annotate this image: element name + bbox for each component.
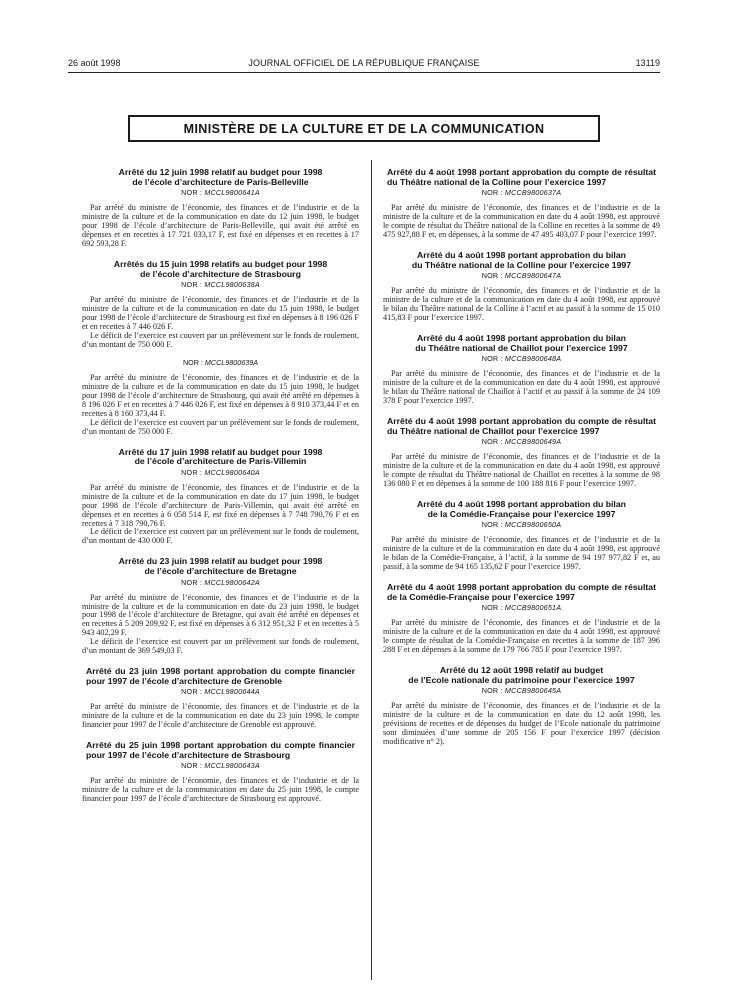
- nor-code: MCCB9800651A: [504, 603, 562, 613]
- decree-title: Arrêté du 12 août 1998 relatif au budget de l’Ecole nationale du patrimoine pour l’exercice 1997: [408, 665, 635, 685]
- right-column: [383, 168, 660, 758]
- decree-block: [383, 251, 660, 323]
- nor-reference: [82, 358, 359, 368]
- decree-title: Arrêté du 12 juin 1998 relatif au budget pour 1998 de l’école d’architecture de Paris-Belleville: [118, 167, 323, 187]
- decree-paragraph: Le déficit de l’exercice est couvert par un prélèvement sur le fonds de roulement, d’un montant de 430 000 F.: [82, 527, 359, 546]
- nor-code: MCCL9800641A: [204, 188, 260, 198]
- decree-paragraph: Par arrêté du ministre de l’économie, des finances et de l’industrie et de la ministre de la culture et de la communication en date du 4 août 1998, est approuvé le bilan du Théâtre national de la Colline à l’actif et au passif à la somme de 15 010 415,83 F pour l’exercice 1997.: [383, 286, 660, 323]
- header-page-number: 13119: [635, 58, 660, 68]
- decree-paragraph: Par arrêté du ministre de l’économie, des finances et de l’industrie et de la ministre de la culture et de la communication en date du 4 août 1998, est approuvé le bilan du Théâtre national de Chaillot à l’actif et au passif à la somme de 24 109 378 F pour l’exercice 1997.: [383, 369, 660, 406]
- nor-reference: [383, 686, 660, 696]
- running-header: [68, 55, 660, 71]
- nor-label: NOR :: [481, 437, 503, 447]
- decree-paragraph: Par arrêté du ministre de l’économie, des finances et de l’industrie et de la ministre de la culture et de la communication en date du 15 juin 1998, le budget pour 1998 de l’école d’architecture de Strasbourg, qui avait été arrêté en dépenses à 8 196 026 F et en recettes à 7 446 026 F, est fixé en dépenses à 8 910 373,44 F et en recettes à 8 160 373,44 F.: [82, 372, 359, 418]
- nor-code: MCCL9800644A: [204, 687, 260, 697]
- decree-block: [383, 417, 660, 489]
- decree-title: Arrêté du 25 juin 1998 portant approbation du compte financier pour 1997 de l’école d’architecture de Strasbourg: [86, 740, 355, 760]
- ministry-heading: MINISTÈRE DE LA CULTURE ET DE LA COMMUNICATION: [128, 115, 600, 142]
- nor-reference: [383, 188, 660, 198]
- decree-block: [82, 667, 359, 730]
- decree-title: Arrêté du 17 juin 1998 relatif au budget pour 1998 de l’école d’architecture de Paris-Villemin: [118, 446, 323, 467]
- nor-label: NOR :: [181, 467, 203, 477]
- nor-label: NOR :: [181, 577, 203, 587]
- nor-reference: [82, 687, 359, 697]
- decree-block: [383, 583, 660, 655]
- nor-label: NOR :: [481, 354, 503, 364]
- nor-reference: [82, 468, 359, 478]
- decree-paragraph: Par arrêté du ministre de l’économie, des finances et de l’industrie et de la ministre de la culture et de la communication en date du 17 juin 1998, le budget pour 1998 de l’école d’architecture de Paris-Villemin, qui avait été arrêté en dépenses et en recettes à 6 058 514 F, est fixé en dépenses à 7 748 790,76 F et en recettes à 7 318 790,76 F.: [82, 482, 359, 528]
- left-column: [82, 168, 359, 815]
- nor-reference: [82, 578, 359, 588]
- decree-paragraph: Par arrêté du ministre de l’économie, des finances et de l’industrie et de la ministre de la culture et de la communication en date du 15 juin 1998, le budget pour 1998 de l’école d’architecture de Strasbourg est fixé en dépenses à 8 196 026 F et en recettes à 7 446 026 F.: [82, 295, 359, 331]
- decree-title: Arrêté du 4 août 1998 portant approbation du bilan du Théâtre national de la Colline pour l’exercice 1997: [411, 250, 632, 270]
- decree-block: [383, 666, 660, 747]
- decree-block: [82, 741, 359, 804]
- nor-label: NOR :: [181, 280, 203, 290]
- nor-label: NOR :: [181, 687, 203, 697]
- nor-code: MCCL9800642A: [204, 577, 260, 587]
- decree-paragraph: Par arrêté du ministre de l’économie, des finances et de l’industrie et de la ministre de la culture et de la communication en date du 25 juin 1998, le compte financier pour 1997 de l’école d’architecture de Strasbourg est approuvé.: [82, 776, 359, 804]
- nor-code: MCCB9800650A: [504, 520, 562, 530]
- decree-paragraph: Le déficit de l’exercice est couvert par un prélèvement sur le fonds de roulement, d’un montant de 750 000 F.: [82, 330, 359, 349]
- decree-paragraph: Par arrêté du ministre de l’économie, des finances et de l’industrie et de la ministre de la culture et de la communication en date du 4 août 1998, est approuvé le bilan de la Comédie-Française, à l’actif, à la somme de 94 197 977,82 F et, au passif, à la somme de 94 165 135,62 F pour l’exercice 1997.: [383, 535, 660, 572]
- decree-title: Arrêté du 4 août 1998 portant approbation du compte de résultat de la Comédie-Française pour l’exercice 1997: [387, 582, 656, 602]
- decree-paragraph: Par arrêté du ministre de l’économie, des finances et de l’industrie et de la ministre de la culture et de la communication en date du 23 juin 1998, le compte financier pour 1997 de l’école d’architecture de Grenoble est approuvé.: [82, 702, 359, 730]
- decree-title: Arrêté du 23 juin 1998 relatif au budget pour 1998 de l’école d’architecture de Bretagne: [118, 556, 323, 576]
- nor-label: NOR :: [182, 357, 203, 367]
- nor-reference: [383, 437, 660, 447]
- decree-block: [82, 260, 359, 437]
- decree-block: [383, 500, 660, 572]
- nor-label: NOR :: [481, 188, 503, 198]
- decree-block: [82, 557, 359, 656]
- decree-paragraph: Par arrêté du ministre de l’économie, des finances et de l’industrie et de la ministre de la culture et de la communication en date du 23 juin 1998, le budget pour 1998 de l’école d’architecture de Bretagne, qui avait été arrêté en dépenses et en recettes à 5 209 209,92 F, est fixé en dépenses à 6 312 951,32 F et en recettes à 5 943 402,29 F.: [82, 592, 359, 638]
- nor-code: MCCB9800648A: [504, 354, 562, 364]
- nor-code: MCCB9800649A: [504, 437, 562, 447]
- nor-label: NOR :: [481, 271, 503, 281]
- header-date: 26 août 1998: [68, 58, 121, 68]
- nor-code: MCCL9800643A: [204, 761, 260, 771]
- decree-paragraph: Par arrêté du ministre de l’économie, des finances et de l’industrie et de la ministre de la culture et de la communication en date du 4 août 1998, est approuvé le compte de résultat du Théâtre national de la Colline en recettes à la somme de 49 475 927,88 F et, en dépenses, à la somme de 47 495 403,07 F pour l’exercice 1997.: [383, 203, 660, 240]
- nor-label: NOR :: [481, 520, 503, 530]
- decree-paragraph: Par arrêté du ministre de l’économie, des finances et de l’industrie et de la ministre de la culture et de la communication en date du 12 août 1998, les prévisions de recettes et de dépenses du budget de l’Ecole nationale du patrimoine sont diminuées d’une somme de 205 156 F pour l’exercice 1997 (décision modificative n° 2).: [383, 701, 660, 746]
- header-journal-title: JOURNAL OFFICIEL DE LA RÉPUBLIQUE FRANÇAISE: [248, 58, 480, 68]
- nor-code: MCCB9800637A: [504, 188, 562, 198]
- decree-title: Arrêtés du 15 juin 1998 relatifs au budget pour 1998 de l’école d’architecture de Strasbourg: [113, 258, 328, 279]
- decree-paragraph: Par arrêté du ministre de l’économie, des finances et de l’industrie et de la ministre de la culture et de la communication en date du 12 juin 1998, le budget pour 1998 de l’école d’architecture de Paris-Belleville, qui avait été arrêté en dépenses et en recettes à 17 721 033,17 F, est fixé en dépenses et en recettes à 17 692 593,28 F.: [82, 203, 359, 248]
- nor-label: NOR :: [481, 686, 503, 696]
- nor-reference: [82, 761, 359, 771]
- decree-block: [82, 448, 359, 547]
- nor-code: MCCL9800640A: [204, 467, 260, 477]
- decree-paragraph: Le déficit de l’exercice est couvert par un prélèvement sur le fonds de roulement, d’un montant de 750 000 F.: [82, 417, 359, 436]
- decree-paragraph: Par arrêté du ministre de l’économie, des finances et de l’industrie et de la ministre de la culture et de la communication en date du 4 août 1998, est approuvé le compte de résultat du Théâtre national de Chaillot en recettes à la somme de 98 136 080 F et en dépenses à la somme de 100 188 816 F pour l’exercice 1997.: [383, 452, 660, 489]
- decree-title: Arrêté du 4 août 1998 portant approbation du bilan du Théâtre national de Chaillot pour l’exercice 1997: [415, 333, 628, 353]
- decree-paragraph: Le déficit de l’exercice est couvert par un prélèvement sur fonds de roulement, d’un montant de 369 549,03 F.: [82, 637, 359, 656]
- decree-block: [383, 334, 660, 406]
- nor-reference: [383, 520, 660, 530]
- decree-paragraph: Par arrêté du ministre de l’économie, des finances et de l’industrie et de la ministre de la culture et de la communication en date du 4 août 1998, est approuvé le compte de résultat de la Comédie-Française en recettes à la somme de 187 396 288 F et en dépenses à la somme de 179 766 785 F pour l’exercice 1997.: [383, 618, 660, 655]
- nor-label: NOR :: [181, 188, 203, 198]
- nor-reference: [383, 354, 660, 364]
- header-rule: [68, 72, 660, 73]
- nor-reference: [383, 603, 660, 613]
- decree-block: [383, 168, 660, 240]
- decree-title: Arrêté du 23 juin 1998 portant approbation du compte financier pour 1997 de l’école d’architecture de Grenoble: [86, 666, 355, 686]
- nor-code: MCCL9800638A: [204, 280, 260, 290]
- decree-title: Arrêté du 4 août 1998 portant approbation du compte de résultat du Théâtre national de Chaillot pour l’exercice 1997: [387, 416, 656, 436]
- decree-title: Arrêté du 4 août 1998 portant approbation du bilan de la Comédie-Française pour l’exercice 1997: [416, 499, 626, 519]
- decree-title: Arrêté du 4 août 1998 portant approbation du compte de résultat du Théâtre national de la Colline pour l’exercice 1997: [387, 167, 656, 187]
- nor-reference: [383, 271, 660, 281]
- nor-reference: [82, 280, 359, 290]
- nor-code: MCCB9800647A: [504, 271, 562, 281]
- decree-block: [82, 168, 359, 249]
- nor-code: MCCB9800645A: [504, 686, 562, 696]
- nor-label: NOR :: [481, 603, 503, 613]
- nor-code: MCCL9800639A: [204, 357, 259, 367]
- nor-reference: [82, 188, 359, 198]
- column-divider: [371, 160, 372, 980]
- nor-label: NOR :: [181, 761, 203, 771]
